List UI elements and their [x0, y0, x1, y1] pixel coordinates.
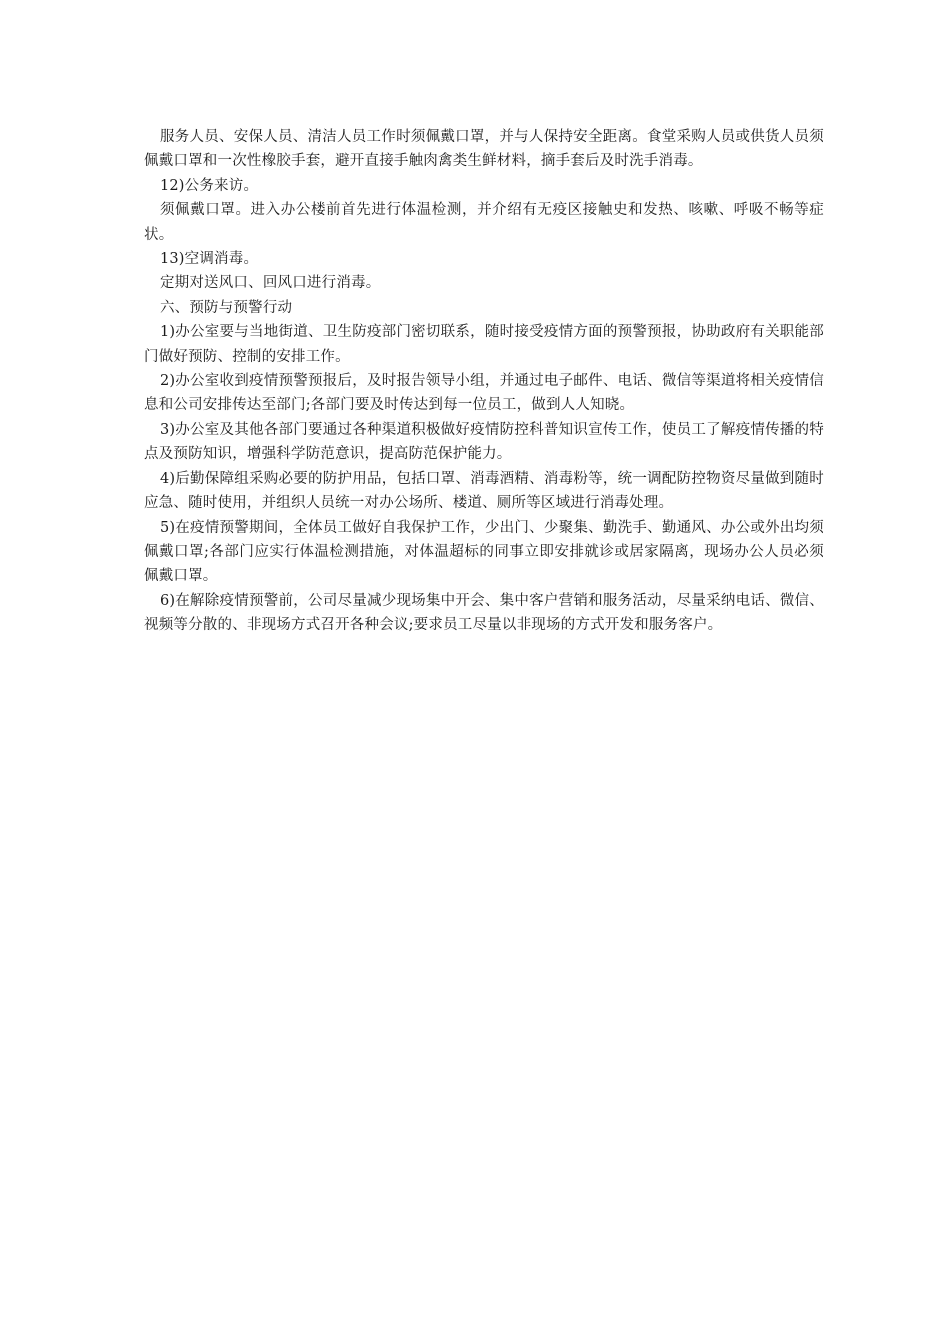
- paragraph-official-visits-heading: 12)公务来访。: [159, 177, 259, 194]
- paragraph-item-5: 5)在疫情预警期间，全体员工做好自我保护工作，少出门、少聚集、勤洗手、勤通风、办公或外出均须佩戴口罩;各部门应实行体温检测措施，对体温超标的同事立即安排就诊或居家隔离，现场办公人员必须佩戴口罩。: [144, 519, 824, 585]
- section-heading-prevention: 六、预防与预警行动: [159, 299, 293, 316]
- paragraph-item-1: 1)办公室要与当地街道、卫生防疫部门密切联系，随时接受疫情方面的预警预报，协助政府有关职能部门做好预防、控制的安排工作。: [144, 324, 824, 365]
- paragraph-ac-disinfection: 定期对送风口、回风口进行消毒。: [159, 275, 381, 292]
- document-body: [144, 125, 824, 638]
- paragraph-item-2: 2)办公室收到疫情预警预报后，及时报告领导小组，并通过电子邮件、电话、微信等渠道将相关疫情信息和公司安排传达至部门;各部门要及时传达到每一位员工，做到人人知晓。: [144, 373, 824, 414]
- paragraph-staff-masks: 服务人员、安保人员、清洁人员工作时须佩戴口罩，并与人保持安全距离。食堂采购人员或供货人员须佩戴口罩和一次性橡胶手套，避开直接手触肉禽类生鲜材料，摘手套后及时洗手消毒。: [144, 129, 824, 170]
- paragraph-official-visits: 须佩戴口罩。进入办公楼前首先进行体温检测，并介绍有无疫区接触史和发热、咳嗽、呼吸不畅等症状。: [144, 202, 824, 243]
- paragraph-item-3: 3)办公室及其他各部门要通过各种渠道积极做好疫情防控科普知识宣传工作，使员工了解疫情传播的特点及预防知识，增强科学防范意识，提高防范保护能力。: [144, 421, 824, 463]
- paragraph-item-6: 6)在解除疫情预警前，公司尽量减少现场集中开会、集中客户营销和服务活动，尽量采纳电话、微信、视频等分散的、非现场方式召开各种会议;要求员工尽量以非现场的方式开发和服务客户。: [144, 592, 824, 634]
- paragraph-item-4: 4)后勤保障组采购必要的防护用品，包括口罩、消毒酒精、消毒粉等，统一调配防控物资尽量做到随时应急、随时使用，并组织人员统一对办公场所、楼道、厕所等区域进行消毒处理。: [144, 470, 824, 512]
- paragraph-ac-disinfection-heading: 13)空调消毒。: [159, 251, 259, 268]
